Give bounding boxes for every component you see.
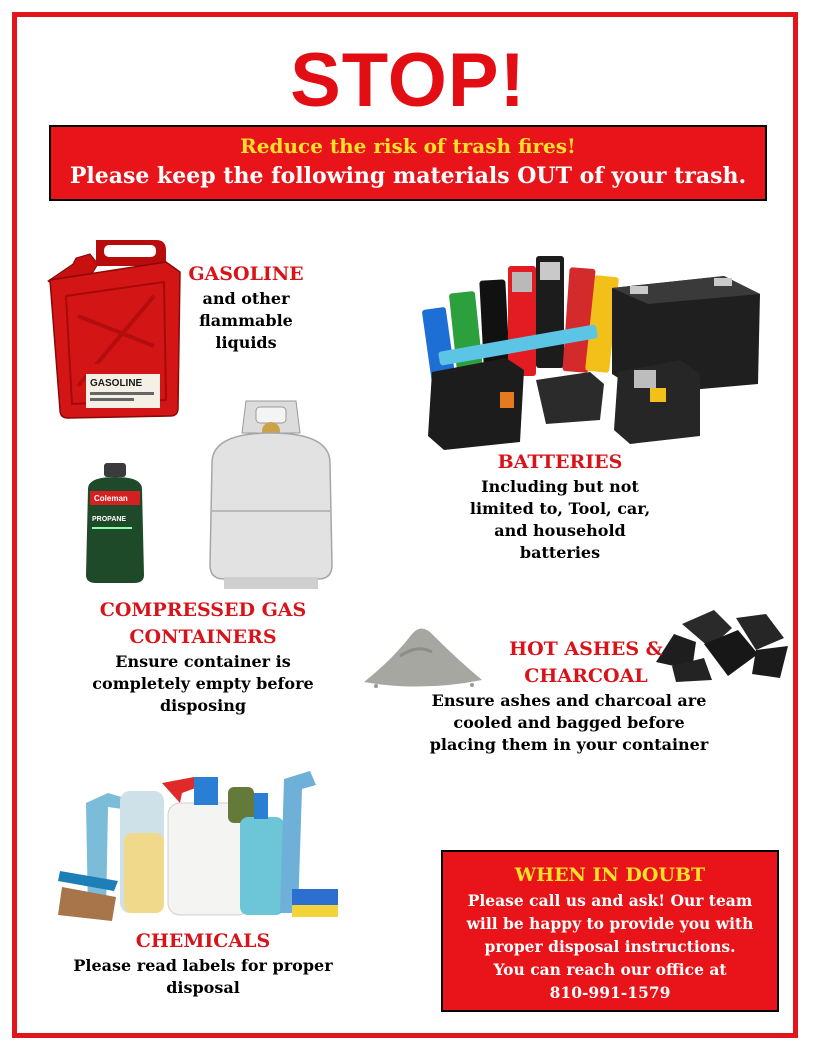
office-phone: 810-991-1579 <box>549 983 671 1002</box>
when-in-doubt-box <box>441 850 779 1012</box>
chemicals-line-2: disposal <box>166 978 240 997</box>
batteries-line-3: and household <box>494 521 626 540</box>
gas-line-3: disposing <box>159 696 247 715</box>
doubt-title: WHEN IN DOUBT <box>514 864 706 886</box>
stop-heading: STOP! <box>290 38 526 123</box>
propane-tank-image <box>200 393 344 593</box>
batteries-line-1: Including but not <box>481 477 639 496</box>
chemicals-line-1: Please read labels for proper <box>73 956 333 975</box>
doubt-line-1: Please call us and ask! Our team <box>467 891 753 910</box>
banner-line-2: Please keep the following materials OUT of your trash. <box>69 163 747 189</box>
gas-caption <box>58 597 348 717</box>
gasoline-line-1: and other <box>202 289 290 308</box>
doubt-line-3: proper disposal instructions. <box>484 937 736 956</box>
canister-label-text: PROPANE <box>92 516 127 523</box>
batteries-line-4: batteries <box>519 543 601 562</box>
can-label-text: GASOLINE <box>90 378 143 389</box>
doubt-line-2: will be happy to provide you with <box>466 914 754 933</box>
banner-line-1: Reduce the risk of trash fires! <box>240 134 576 158</box>
chemicals-caption <box>50 928 356 999</box>
gasoline-title: GASOLINE <box>188 263 304 285</box>
propane-canister-image <box>74 463 164 585</box>
ashes-title-line-2: CHARCOAL <box>524 665 648 687</box>
batteries-line-2: limited to, Tool, car, <box>469 499 651 518</box>
gasoline-line-3: liquids <box>215 333 277 352</box>
gasoline-line-2: flammable <box>199 311 293 330</box>
batteries-image <box>408 246 768 456</box>
chemicals-image <box>58 763 348 925</box>
ashes-line-1: Ensure ashes and charcoal are <box>431 691 707 710</box>
gasoline-caption <box>166 261 326 354</box>
gas-line-1: Ensure container is <box>115 652 291 671</box>
ashes-line-2: cooled and bagged before <box>453 713 685 732</box>
ashes-caption <box>411 636 727 756</box>
gas-title-line-1: COMPRESSED GAS <box>99 599 307 621</box>
chemicals-title: CHEMICALS <box>135 930 271 952</box>
batteries-title: BATTERIES <box>497 451 623 473</box>
doubt-line-4: You can reach our office at <box>493 960 727 979</box>
canister-brand-text: Coleman <box>94 494 128 503</box>
ashes-line-3: placing them in your container <box>429 735 709 754</box>
gas-line-2: completely empty before <box>92 674 314 693</box>
gas-title-line-2: CONTAINERS <box>129 626 277 648</box>
batteries-caption <box>440 449 680 564</box>
warning-banner <box>49 125 767 201</box>
ashes-title-line-1: HOT ASHES & <box>509 638 663 660</box>
